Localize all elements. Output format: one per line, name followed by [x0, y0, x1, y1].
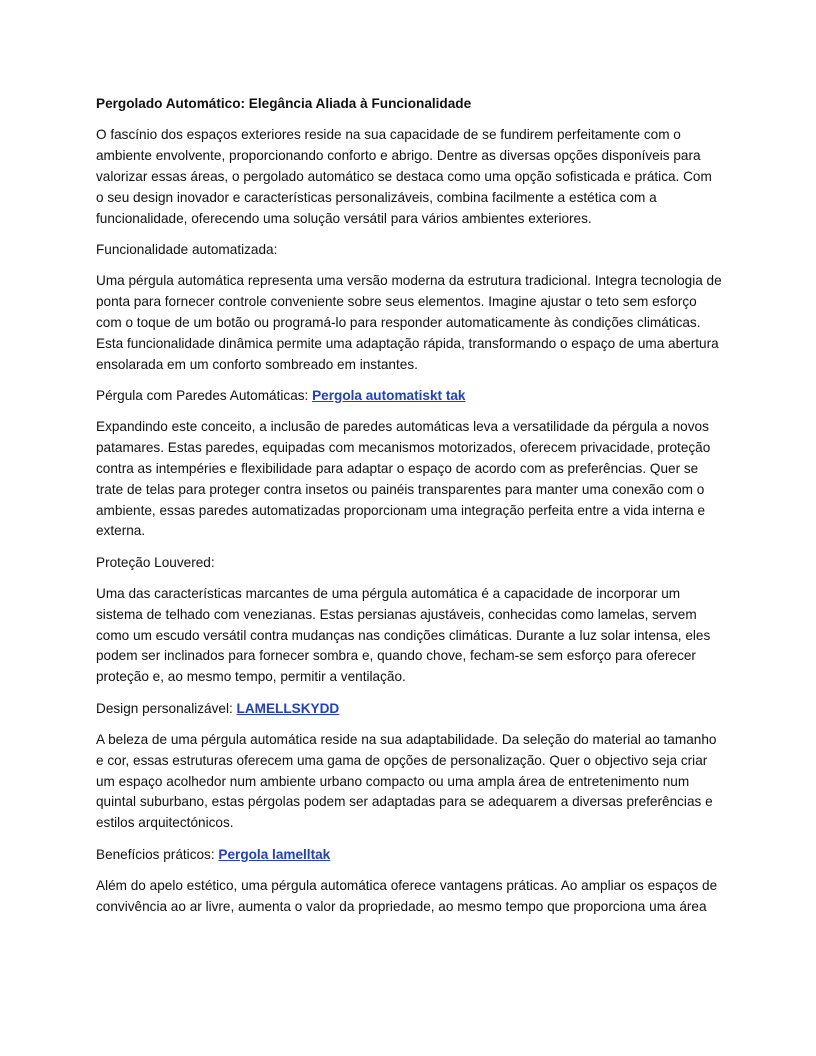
document-title: Pergolado Automático: Elegância Aliada à Funcionalidade [96, 96, 472, 111]
section-heading-text: Proteção Louvered: [96, 554, 215, 570]
link-pergola-lamelltak[interactable]: Pergola lamelltak [218, 846, 331, 862]
section-body-funcionalidade: Uma pérgula automática representa uma versão moderna da estrutura tradicional. Integra tecnologia de ponta para fornecer controle conveniente sobre seus elementos. Imagine ajustar o teto sem esforço com o toque de um botão ou programá-lo para responder automaticamente às condições climáticas. Esta funcionalidade dinâmica permite uma adaptação rápida, transformando o espaço de uma abertura ensolarada em um conforto sombreado em instantes. [96, 273, 722, 372]
section-heading-paredes [96, 386, 722, 407]
section-heading-text: Pérgula com Paredes Automáticas: [96, 387, 313, 403]
section-heading-funcionalidade [96, 240, 722, 261]
section-body-paredes: Expandindo este conceito, a inclusão de paredes automáticas leva a versatilidade da pérgula a novos patamares. Estas paredes, equipadas com mecanismos motorizados, oferecem privacidade, proteção contra as intempéries e flexibilidade para adaptar o espaço de acordo com as preferências. Quer se trate de telas para proteger contra insetos ou painéis transparentes para manter uma conexão com o ambiente, essas paredes automatizadas proporcionam uma integração perfeita entre a vida interna e externa. [96, 419, 711, 539]
section-heading-louvered [96, 553, 722, 574]
section-heading-design [96, 699, 722, 720]
section-heading-text: Benefícios práticos: [96, 846, 219, 862]
section-heading-text: Funcionalidade automatizada: [96, 241, 278, 257]
section-heading-beneficios [96, 845, 722, 866]
section-body-design: A beleza de uma pérgula automática reside na sua adaptabilidade. Da seleção do material ao tamanho e cor, essas estruturas oferecem uma gama de opções de personalização. Quer o objectivo seja criar um espaço acolhedor num ambiente urbano compacto ou uma ampla área de entretenimento num quintal suburbano, estas pérgolas podem ser adaptadas para se adequarem a diversas preferências e estilos arquitectónicos. [96, 732, 717, 831]
section-heading-text: Design personalizável: [96, 700, 237, 716]
link-lamellskydd[interactable]: LAMELLSKYDD [236, 700, 340, 716]
section-body-louvered: Uma das características marcantes de uma pérgula automática é a capacidade de incorporar um sistema de telhado com venezianas. Estas persianas ajustáveis, conhecidas como lamelas, servem como um escudo versátil contra mudanças nas condições climáticas. Durante a luz solar intensa, eles podem ser inclinados para fornecer sombra e, quando chove, fecham-se sem esforço para oferecer proteção e, ao mesmo tempo, permitir a ventilação. [96, 586, 711, 685]
document-page [96, 94, 722, 928]
section-body-beneficios: Além do apelo estético, uma pérgula automática oferece vantagens práticas. Ao ampliar os espaços de convivência ao ar livre, aumenta o valor da propriedade, ao mesmo tempo que proporciona uma área [96, 878, 718, 914]
intro-paragraph: O fascínio dos espaços exteriores reside na sua capacidade de se fundirem perfeitamente com o ambiente envolvente, proporcionando conforto e abrigo. Dentre as diversas opções disponíveis para valorizar essas áreas, o pergolado automático se destaca como uma opção sofisticada e prática. Com o seu design inovador e características personalizáveis, combina facilmente a estética com a funcionalidade, oferecendo uma solução versátil para vários ambientes exteriores. [96, 127, 712, 226]
link-pergola-automatiskt-tak[interactable]: Pergola automatiskt tak [312, 387, 466, 403]
